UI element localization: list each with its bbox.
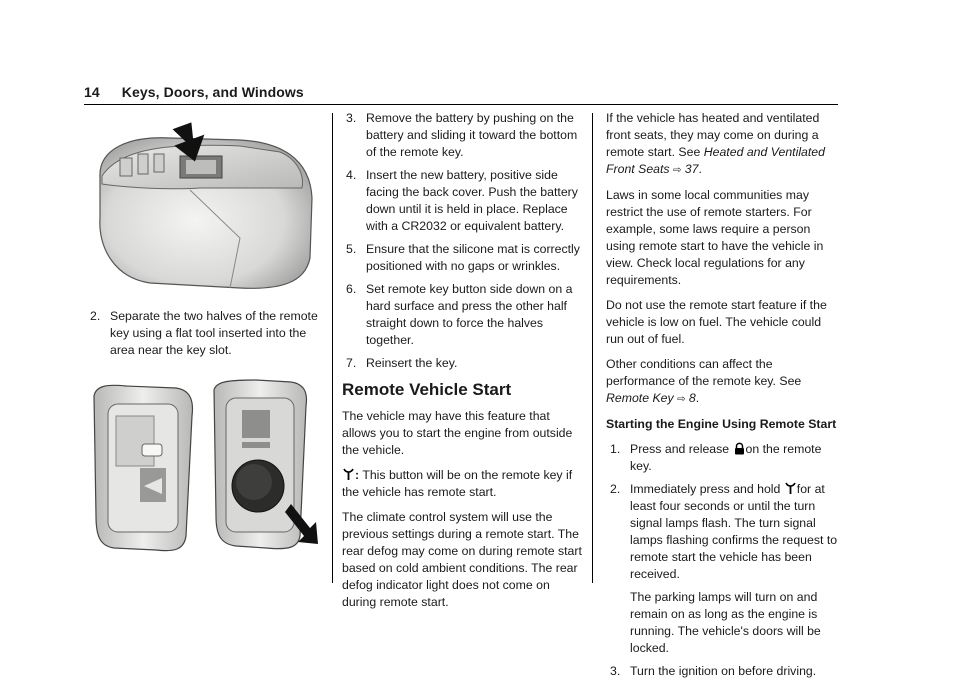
column-divider-2	[592, 113, 593, 583]
fuel-paragraph: Do not use the remote start feature if the vehicle is low on fuel. The vehicle could run out of fuel.	[606, 298, 827, 346]
cross-reference-link[interactable]: Heated and Ventilated Front Seats	[606, 145, 825, 176]
list-item	[606, 481, 842, 657]
intro-paragraph: The vehicle may have this feature that allows you to start the engine from outside the vehicle.	[342, 409, 573, 457]
list-item	[606, 663, 842, 680]
chapter-title: Keys, Doors, and Windows	[121, 84, 304, 100]
remote-start-icon	[785, 482, 796, 495]
page-header	[84, 84, 304, 100]
list-number: 3.	[610, 664, 621, 678]
list-text: Turn the ignition on before driving.	[630, 664, 817, 678]
list-number: 6.	[346, 282, 357, 296]
reference-arrow-icon: ⇨	[672, 165, 682, 176]
climate-paragraph: The climate control system will use the previous settings during a remote start. The rear defog may come on during remote start based on cold ambient conditions. The rear defog indicator light does not come on during remote start.	[342, 510, 582, 609]
list-item	[342, 167, 582, 235]
reference-arrow-icon: ⇨	[677, 394, 686, 405]
right-column	[606, 110, 842, 686]
paragraph-end: .	[698, 162, 702, 176]
button-note-text: This button will be on the remote key if the vehicle has remote start.	[342, 468, 573, 499]
list-text: Remove the battery by pushing on the battery and sliding it toward the bottom of the remote key.	[366, 111, 578, 159]
reference-page[interactable]: 8	[688, 391, 696, 405]
reference-page[interactable]: 37	[684, 162, 699, 176]
list-item	[342, 281, 582, 349]
left-column	[86, 308, 322, 365]
list-text: Press and release	[630, 442, 730, 456]
list-number: 2.	[90, 309, 101, 323]
list-item	[342, 110, 582, 161]
list-item	[606, 441, 842, 475]
middle-column	[342, 110, 582, 619]
list-text: Ensure that the silicone mat is correctly positioned with no gaps or wrinkles.	[366, 242, 580, 273]
section-title: Remote Vehicle Start	[342, 380, 512, 399]
subheading: Starting the Engine Using Remote Start	[606, 417, 837, 431]
list-number: 3.	[346, 111, 357, 125]
list-text: Set remote key button side down on a hard surface and press the other half straight down to force the halves together.	[366, 282, 573, 347]
column-divider-1	[332, 113, 333, 583]
remote-key-battery-figure	[86, 376, 326, 556]
remote-start-icon	[343, 468, 354, 481]
list-number: 5.	[346, 242, 357, 256]
list-item	[86, 308, 322, 359]
button-note-prefix: :	[355, 468, 360, 482]
list-number: 7.	[346, 356, 357, 370]
list-number: 4.	[346, 168, 357, 182]
paragraph-end: .	[695, 391, 700, 405]
cross-reference-link[interactable]: Remote Key	[606, 391, 674, 405]
list-item	[342, 355, 582, 372]
list-subparagraph: The parking lamps will turn on and remain on as long as the engine is running. The vehicle's doors will be locked.	[630, 590, 821, 655]
list-number: 2.	[610, 482, 621, 496]
list-text: Reinsert the key.	[366, 356, 458, 370]
conditions-paragraph	[606, 356, 842, 408]
paragraph-text: Other conditions can affect the performance of the remote key. See	[606, 357, 802, 388]
button-note-paragraph	[342, 467, 582, 501]
lock-icon	[734, 442, 745, 455]
page-number: 14	[84, 84, 100, 100]
remote-key-separation-figure	[90, 118, 320, 298]
laws-paragraph: Laws in some local communities may restrict the use of remote starters. For example, some laws require a person using remote start to have the vehicle in view. Check local regulations for any requirements.	[606, 188, 824, 287]
list-text-end: on the remote key.	[630, 442, 822, 473]
list-text-end: for at least four seconds or until the turn signal lamps flash. The turn signal lamps flashing confirms the request to remote start the vehicle has been received.	[630, 482, 838, 581]
header-rule	[84, 104, 838, 105]
list-item	[342, 241, 582, 275]
list-text: Separate the two halves of the remote key using a flat tool inserted into the area near the key slot.	[110, 309, 318, 357]
heated-seats-paragraph	[606, 110, 842, 179]
list-text: Immediately press and hold	[630, 482, 781, 496]
list-text: Insert the new battery, positive side facing the back cover. Push the battery down until it is held in place. Replace with a CR2032 or equivalent battery.	[366, 168, 578, 233]
paragraph-text: If the vehicle has heated and ventilated front seats, they may come on during a remote start. See	[606, 111, 820, 159]
list-number: 1.	[610, 442, 621, 456]
